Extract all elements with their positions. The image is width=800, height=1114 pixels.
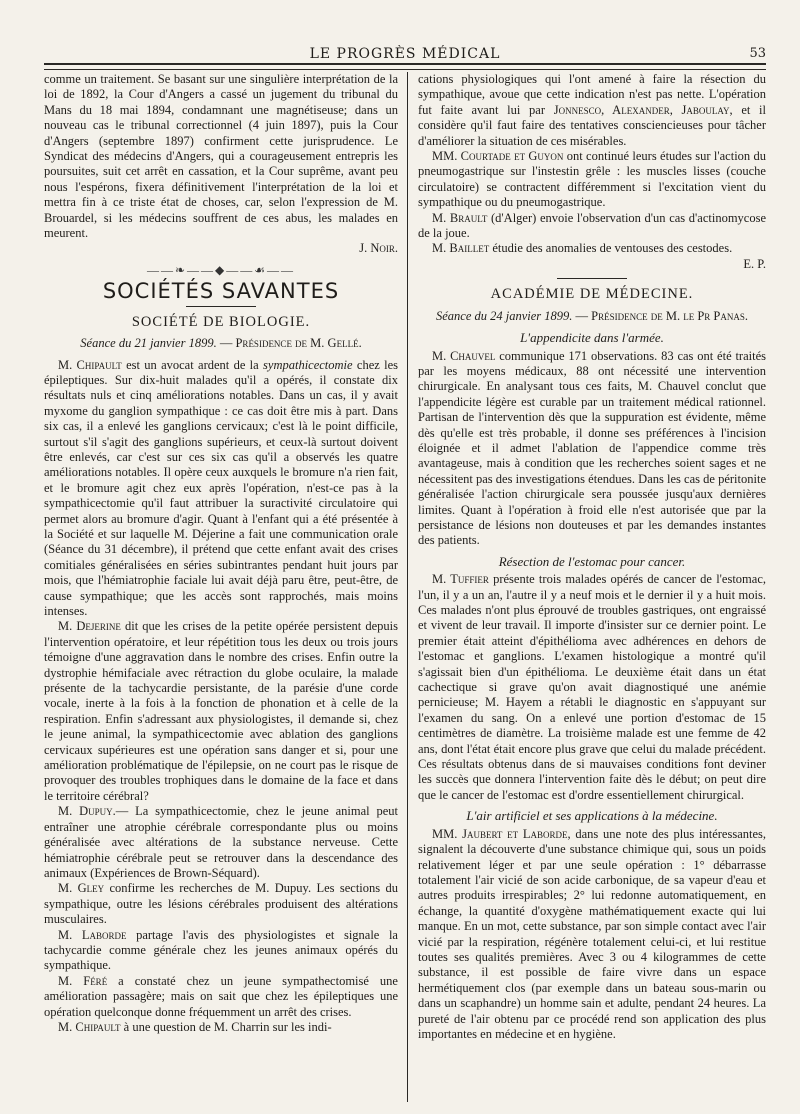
paragraph-fere: M. Féré a constaté chez un jeune sympathectomisé une amélioration passagère; mais on sait que chez les épileptiques une opération quelconque donne fréquemment un arrêt des crises. [44,973,398,1019]
paragraph-gley: M. Gley confirme les recherches de M. Dupuy. Les sections du sympathique, outre les lésions cérébrales produisent des altérations musculaires. [44,881,398,927]
left-column [44,72,398,1102]
session-presidency: — Présidence de M. Gellé. [219,336,362,351]
paragraph-chipault: M. Chipault est un avocat ardent de la sympathicectomie chez les épileptiques. Sur dix-huit malades qu'il a opérés, il constate dix résultats nuls et cinq améliorations notables. Dans un cas, il y avait myxome du ganglion sympathique : ce cas doit être mis à part. Dans six cas, il a enlevé les ganglions cervicaux; c'est là le point difficile, surtout s'il s'agit des ganglions supérieurs, et ceux-là surtout doivent être enlevés, car c'est sur ces six cas qu'il a observés les quatre améliorations notables. Il opère ceux auxquels le bromure n'a rien fait, et le bromure agit chez eux après l'opération, n'est-ce pas à la sympathicectomie qu'il faut attribuer la suractivité circulatoire qui permet alors au bromure d'agir. Quant à l'enfant qui a été présentée à la Société et sur laquelle M. Déjerine a fait une communication orale (Séance du 31 décembre), il prétend que cette enfant avait des crises comitiales généralisées en séries subintrantes pendant huit jours par mois, que l'hémiatrophie faciale lui avait déjà paru être, peut-être, de cause sympathique; que les accès sont rapprochés, mais moins intenses. [44,357,398,618]
paragraph-courtade-guyon: MM. Courtade et Guyon ont continué leurs études sur l'action du pneumogastrique sur l'instestin grêle : les muscles lisses (couche circulatoire) se contractent différemment si l'excitation vient du sympathique ou du pneumogastrique. [418,149,766,210]
academy-title: ACADÉMIE DE MÉDECINE. [490,286,694,303]
right-column [418,72,766,1102]
paragraph-dejerine: M. Dejerine dit que les crises de la petite opérée persistent depuis l'intervention opératoire, et leur répétition tous les deux ou trois jours témoigne d'une aggravation dans le nombre des crises. Enfin outre la dystrophie hémifaciale avec rétraction du globe oculaire, la malade présente de la tachycardie persistante, de la parésie d'une corde vocale, inerte à la fois à la fonction de phonation et à celle de la respiration. Enfin s'adressant aux physiologistes, il demande si, chez le jeune animal, la sympathicectomie avec ablation des ganglions cervicaux supérieures est une opération sans danger et si, pour une amélioration problématique de l'épilepsie, on ne court pas le risque de provoquer des troubles trophiques dans le domaine de la face et dans le territoire cérébral? [44,619,398,803]
paragraph-tuffier: M. Tuffier présente trois malades opérés de cancer de l'estomac, l'un, il y a un an, l'autre il y a neuf mois et le dernier il y a huit mois. Ces malades n'ont plus éprouvé de troubles gastriques, ont engraissé et vivent de leur travail. Il importe d'insister sur ce dernier point. Le premier était atteint d'épithélioma avec adhérences en dehors de l'estomac et ganglions. L'examen histologique a montré qu'il s'agissait bien d'un épithélioma. Le deuxième était dans un état cachectique si grave qu'on avait diagnostiqué une anémie pernicieuse; M. Hayem a rétabli le diagnostic en s'appuyant sur l'examen du sang. On a enlevé une portion d'estomac de 15 centimètres de diamètre. La troisième malade est une femme de 42 ans, dont l'état était encore plus grave que celui du malade précédent. Ces résultats obtenus dans de si mauvaises conditions font deviner les succès que donnera l'intervention faite dès le début; on peut dire que le cancer de l'estomac est d'ordre essentiellement chirurgical. [418,572,766,802]
academy-session-presidency: — Présidence de M. le Pr Panas. [575,308,749,323]
paragraph-chipault-2: M. Chipault à une question de M. Charrin sur les indi- [58,1019,332,1034]
continued-article-text: comme un traitement. Se basant sur une singulière interprétation de la loi de 1892, la Cour d'Angers a cassé un jugement du tribunal du Mans du 18 mai 1894, condamnant une magnétiseuse; dans un nouveau cas le tribunal correctionnel (4 juin 1897), puis la Cour d'Angers (septembre 1897) confirment cette jurisprudence. Le Syndicat des médecins d'Angers, qui a courageusement entrepris les poursuites, suit cet arrêt en cassation, et la Cour suprême, avant peu nous l'espérons, fixera définitivement l'interprétation de la loi et mettra fin à ce triste état de choses, car, selon l'expression de M. Brouardel, si les médecins souffrent de ces abus, les malades en meurent. [44,72,398,241]
subhead-appendicite: L'appendicite dans l'armée. [520,330,664,346]
paragraph-chauvel: M. Chauvel communique 171 observations. 83 cas ont été traités par les moyens médicaux, 88 ont nécessité une intervention chirurgicale. En analysant tous ces faits, M. Chauvel conclut que l'appendicite légère est curable par un traitement médical rationnel. Partisan de l'intervention dès que la suppuration est évidente, même dès qu'elle est très probable, il donne ses préférences à l'incision éloignée et il admet l'ablation de l'appendice comme très avantageuse, mais à condition que les recherches soient sages et ne nécessitent pas des investigations étendues. Dans les cas de péritonite généralisée l'action chirurgicale sera poussée jusqu'aux dernières limites. Quant à l'opération à froid elle n'est autorisée que par la persistance de lésions non douteuses et par les demandes instantes des patients. [418,348,766,548]
session-date: Séance du 21 janvier 1899. [80,336,217,351]
ornament-divider: ——❧——◆——☙—— [146,262,296,277]
short-rule [186,306,256,307]
academy-session-line [418,309,766,324]
subhead-estomac: Résection de l'estomac pour cancer. [498,553,686,569]
section-title: SOCIÉTÉS SAVANTES [102,279,340,304]
session-line [44,336,398,351]
subhead-air: L'air artificiel et ses applications à la médecine. [466,808,718,824]
article-signature: J. Noir. [359,241,398,256]
paragraph-jaubert-laborde: MM. Jaubert et Laborde, dans une note des plus intéressantes, signalent la découverte d'une substance chimique qui, sous un poids relativement léger et par une seule opération : 1° débarrasse totalement l'air vicié de son acide carbonique, de sa vapeur d'eau et autres produits irrespirables; 2° lui redonne automatiquement, en échange, la quantité d'oxygène mathématiquement exacte qui lui manque. En un mot, cette substance, par son simple contact avec l'air vicié par la respiration, régénère totalement celui-ci, et lui restitue toutes ses qualités premières. Avec 3 ou 4 kilogrammes de cette substance, il est possible de faire vivre dans un espace hermétiquement clos (par exemple dans un bateau sous-marin ou dans un scaphandre) un homme sain et adulte, pendant 24 heures. La pureté de l'air obtenu par ce procédé rend son application des plus importantes en médecine et en hygiène. [418,826,766,1041]
academy-session-date: Séance du 24 janvier 1899. [435,308,573,323]
paragraph-baillet: M. Baillet étudie des anomalies de ventouses des cestodes. [432,241,733,256]
header-rule [44,63,766,70]
paragraph-brault: M. Brault (d'Alger) envoie l'observation d'un cas d'actinomycose de la joue. [418,210,766,241]
report-signature: E. P. [743,256,766,271]
paragraph-dupuy: M. Dupuy.— La sympathicectomie, chez le jeune animal peut entraîner une atrophie cérébrale correspondante plus ou moins généralisée avec altérations de la substance nerveuse. Cette hémiatrophie cérébrale peut se retrouver dans la descendance des animaux (Expériences de Brown-Séquard). [44,804,398,880]
short-rule-right [557,278,627,279]
paragraph-laborde: M. Laborde partage l'avis des physiologistes et signale la tachycardie comme générale chez les jeunes animaux opérés du sympathique. [44,927,398,973]
page-number: 53 [749,46,766,61]
running-title: LE PROGRÈS MÉDICAL [309,46,501,62]
paragraph-continuation: cations physiologiques qui l'ont amené à faire la résection du sympathique, avoue que cette indication n'est pas nette. L'opération fut faite avant lui par Jonnesco, Alexander, Jaboulay, et il considère qu'il faut faire des tentatives consciencieuses pour tâcher d'améliorer la situation de ces misérables. [418,72,766,148]
society-title: SOCIÉTÉ DE BIOLOGIE. [131,313,311,330]
column-divider [407,72,408,1102]
